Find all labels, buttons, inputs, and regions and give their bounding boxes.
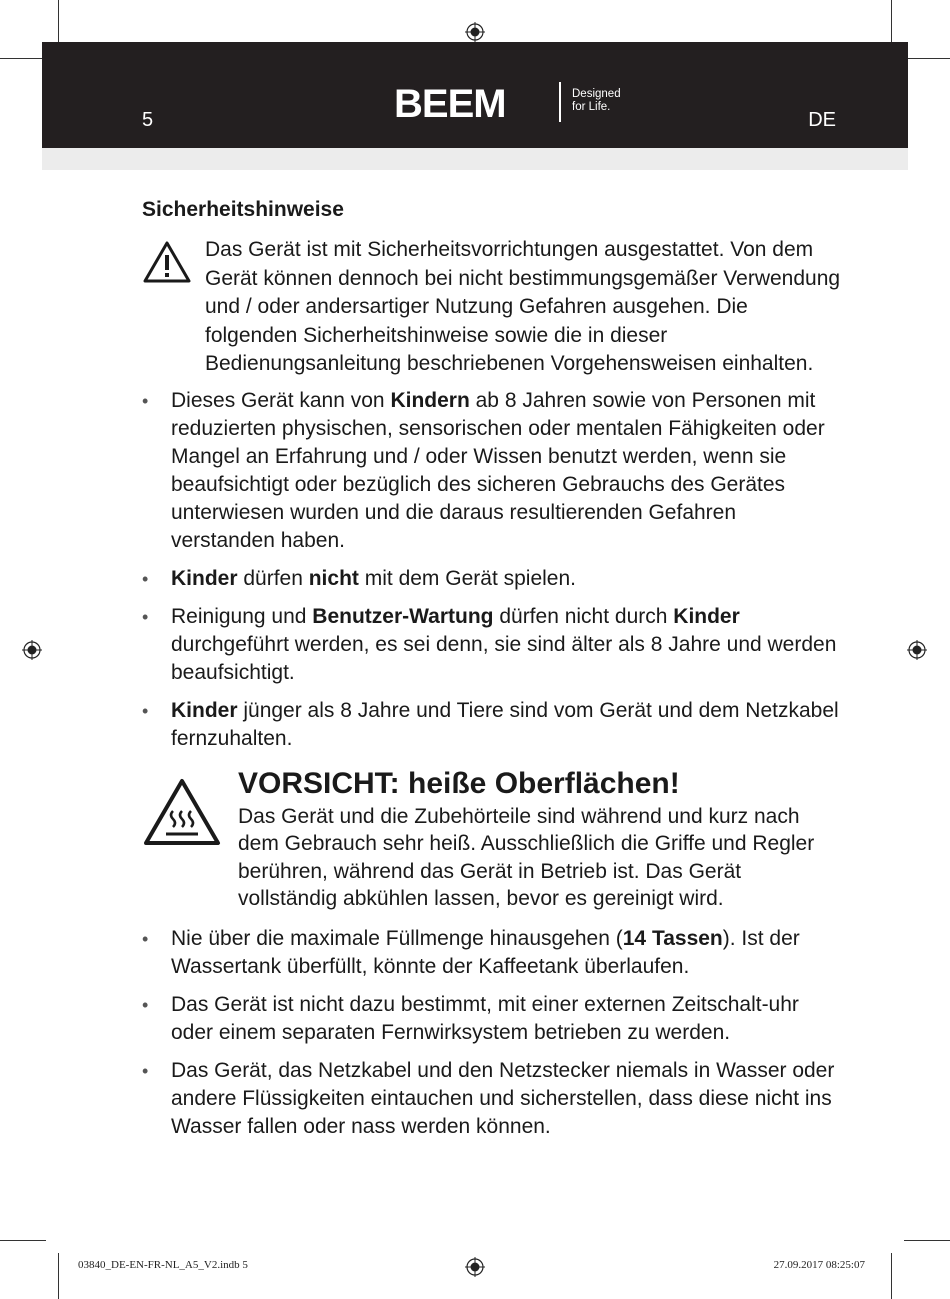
list-item: • Reinigung und Benutzer-Wartung dürfen nicht durch Kinder durchgeführt werden, es sei denn, sie sind älter als 8 Jahre und werden beaufsichtigt. (142, 603, 842, 687)
language-code: DE (808, 109, 836, 131)
list-item: • Kinder dürfen nicht mit dem Gerät spielen. (142, 565, 842, 593)
registration-mark-icon (907, 640, 927, 660)
crop-mark (891, 1253, 892, 1299)
hot-warning-title: VORSICHT: heiße Oberflächen! (238, 766, 680, 800)
list-item: • Nie über die maximale Füllmenge hinausgehen (14 Tassen). Ist der Wassertank überfüllt, könnte der Kaffeetank überlaufen. (142, 925, 842, 981)
safety-list (142, 387, 842, 753)
hot-surface-icon (142, 777, 222, 847)
brand-logo: BEEM (394, 82, 506, 126)
brand-tagline: Designed for Life. (572, 88, 621, 113)
crop-mark (58, 0, 59, 46)
warning-triangle-icon (142, 240, 192, 284)
crop-mark (0, 58, 46, 59)
general-warning (142, 236, 842, 379)
crop-mark (891, 0, 892, 46)
logo-divider (559, 82, 561, 122)
crop-mark (904, 1240, 950, 1241)
page-content (142, 198, 842, 1151)
list-item: • Kinder jünger als 8 Jahre und Tiere sind vom Gerät und dem Netzkabel fernzuhalten. (142, 697, 842, 753)
page-header (42, 42, 908, 148)
list-item: • Das Gerät, das Netzkabel und den Netzstecker niemals in Wasser oder andere Flüssigkeiten eintauchen und sicherstellen, dass diese nicht ins Wasser fallen oder nass werden können. (142, 1057, 842, 1141)
safety-list-2 (142, 925, 842, 1141)
header-subband (42, 148, 908, 170)
hot-surface-warning (142, 767, 842, 913)
list-item: • Dieses Gerät kann von Kindern ab 8 Jahren sowie von Personen mit reduzierten physischen, sensorischen oder mentalen Fähigkeiten oder Mangel an Erfahrung und / oder Wissen benutzt werden, wenn sie beaufsichtigt oder bezüglich des sicheren Gebrauchs des Gerätes unterwiesen wurden und die daraus resultierenden Gefahren verstanden haben. (142, 387, 842, 555)
registration-mark-icon (22, 640, 42, 660)
footer-date: 27.09.2017 08:25:07 (773, 1259, 865, 1271)
section-title: Sicherheitshinweise (142, 198, 344, 221)
crop-mark (0, 1240, 46, 1241)
page-number: 5 (142, 109, 154, 131)
registration-mark-icon (465, 1257, 485, 1277)
footer-file: 03840_DE-EN-FR-NL_A5_V2.indb 5 (78, 1259, 248, 1271)
crop-mark (904, 58, 950, 59)
hot-warning-text: Das Gerät und die Zubehörteile sind während und kurz nach dem Gebrauch sehr heiß. Ausschließlich die Griffe und Regler berühren, während das Gerät in Betrieb ist. Das Gerät vollständig abkühlen lassen, bevor es gereinigt wird. (238, 804, 815, 910)
list-item: • Das Gerät ist nicht dazu bestimmt, mit einer externen Zeitschalt-uhr oder einem separaten Fernwirksystem betrieben zu werden. (142, 991, 842, 1047)
registration-mark-icon (465, 22, 485, 42)
general-warning-text: Das Gerät ist mit Sicherheitsvorrichtungen ausgestattet. Von dem Gerät können dennoch bei nicht bestimmungsgemäßer Verwendung und / oder andersartiger Nutzung Gefahren ausgehen. Die folgenden Sicherheitshinweise sowie die in dieser Bedienungsanleitung beschriebenen Vorgehensweisen einhalten. (205, 238, 841, 375)
crop-mark (58, 1253, 59, 1299)
